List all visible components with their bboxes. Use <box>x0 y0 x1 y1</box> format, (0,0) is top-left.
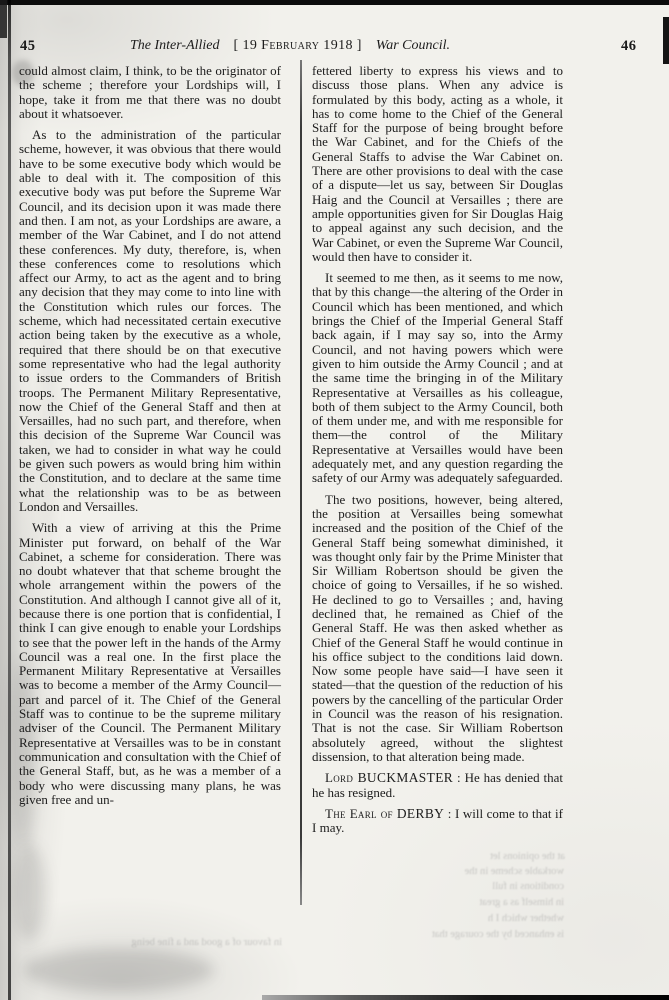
running-title <box>50 38 530 54</box>
bleedthrough-text: is enhanced by the courage that <box>431 929 564 940</box>
page-number-right: 46 <box>621 38 637 54</box>
bleedthrough-text: in favour of a good and a fine being <box>131 937 282 948</box>
bleedthrough-text: at the opinions let <box>490 851 565 862</box>
speech-paragraph: Lord BUCKMASTER : He has denied that he has resigned. <box>312 770 564 800</box>
scan-edge-top-bar <box>0 0 669 5</box>
speeches <box>312 771 563 835</box>
column-rule <box>300 60 302 905</box>
bleedthrough-text: in himself as a great <box>479 897 564 908</box>
paper-stain <box>12 845 46 940</box>
running-title-right: War Council. <box>375 38 451 53</box>
paragraph: The two positions, however, being altered, the position at Versailles being somewhat increased and the position of the Chief of the General Staff being somewhat diminished, it was thought only fair by the Prime Minister that Sir William Robertson should be given the choice of going to Versailles, if he so wished. He declined to go to Versailles ; and, having declined that, he remained as Chief of the General Staff. He was then asked whether as Chief of the General Staff he would continue in his office subject to the conditions laid down. Now some people have said—I have seen it stated—that the question of the reduction of his powers by the cancelling of the particular Order in Council was the reason of his resignation. That is not the case. Sir William Robertson absolutely agreed, without the slightest dissension, to that alteration being made. <box>312 491 563 764</box>
paragraph: could almost claim, I think, to be the originator of the scheme ; therefore your Lordships will, I hope, take it from me that there was no doubt about it whatsoever. <box>19 63 281 121</box>
speech-paragraph: The Earl of DERBY : I will come to that if I may. <box>312 805 563 836</box>
running-title-date: [ 19 February 1918 ] <box>233 38 362 53</box>
right-column <box>312 64 563 835</box>
running-title-left: The Inter-Allied <box>129 38 220 53</box>
paper-stain <box>24 948 214 992</box>
paragraph: fettered liberty to express his views and to discuss those plans. When any advice is formulated by this body, acting as a whole, it has to come home to the Chief of the General Staff for the purpose of being brought before the War Cabinet, and for the Chiefs of the General Staffs to advise the War Cabinet on. There are other provisions to deal with the case of a dispute—let us say, between Sir Douglas Haig and the Council at Versailles ; there are ample opportunities given for Sir Douglas Haig to appeal against any such decision, and the War Cabinet, or even the Supreme War Council, would then have to consider it. <box>312 63 563 264</box>
paragraph: As to the administration of the particular scheme, however, it was obvious that there would have to be some executive body which would be able to deal with it. The composition of this executive body was put before the Supreme War Council, and its decision upon it was made there and then. I am not, as your Lordships are aware, a member of the War Cabinet, and I do not attend these conferences. My duty, therefore, is, when these conferences come to resolutions which affect our Army, to act as the agent and to bring any decision that they may come to into line with the Constitution which rules our forces. The scheme, which had necessitated certain executive action being taken by the executive as a whole, required that there should be on that executive some representative who had the legal authority to issue orders to the Commanders of British troops. The Permanent Military Representative, now the Chief of the General Staff and then at Versailles, had no such part, and therefore, when this decision of the Supreme War Council was taken, we had to consider in what way he could be given such powers as would bring him within the Constitution, and to declare at the same time what the relationship was to be as between London and Versailles. <box>19 127 281 514</box>
speaker-name: BUCKMASTER <box>353 770 454 786</box>
right-column-paragraphs <box>312 64 563 764</box>
speaker-title: The Earl of <box>325 805 393 821</box>
bleedthrough-text: workable scheme in the <box>464 866 564 877</box>
bleedthrough-text: conditions in full <box>492 881 564 892</box>
left-column <box>19 64 281 807</box>
speaker-name: DERBY <box>392 805 445 821</box>
paragraph: With a view of arriving at this the Prime Minister put forward, on behalf of the War Cabinet, a scheme for consideration. There was no doubt whatever that that scheme brought the whole arrangement within the powers of the Constitution. And although I cannot give all of it, because there is one portion that is confidential, I think I can give enough to enable your Lordships to see that the power left in the hands of the Army Council was a real one. In the first place the Permanent Military Representative at Versailles was to become a member of the Army Council—part and parcel of it. The Chief of the General Staff was to continue to be the supreme military adviser of the Council. The Permanent Military Representative at Versailles was to be in constant communication and consultation with the Chief of the General Staff, but, as he was a member of a body who were discussing many plans, he was given free and un- <box>19 520 281 807</box>
bleedthrough-text: whether which I h <box>487 913 564 924</box>
page-number-left: 45 <box>20 38 36 54</box>
scan-edge-bottom-bar <box>262 995 669 1000</box>
scan-edge-top-left <box>0 0 7 38</box>
running-header <box>0 38 669 56</box>
paragraph: It seemed to me then, as it seems to me now, that by this change—the altering of the Order in Council which has been mentioned, and which brings the Chief of the Imperial General Staff back again, if I may say so, into the Army Council, and not having powers which were given to him outside the Army Council ; and at the same time the bringing in of the Military Representative at Versailles as his colleague, both of them subject to the Army Council, both of them under me, and with me responsible for them—the control of the Military Representative at Versailles would have been adequately met, and any question regarding the safety of our Army was adequately safeguarded. <box>312 270 563 486</box>
speaker-title: Lord <box>325 770 354 786</box>
page-gutter-line <box>8 0 11 1000</box>
